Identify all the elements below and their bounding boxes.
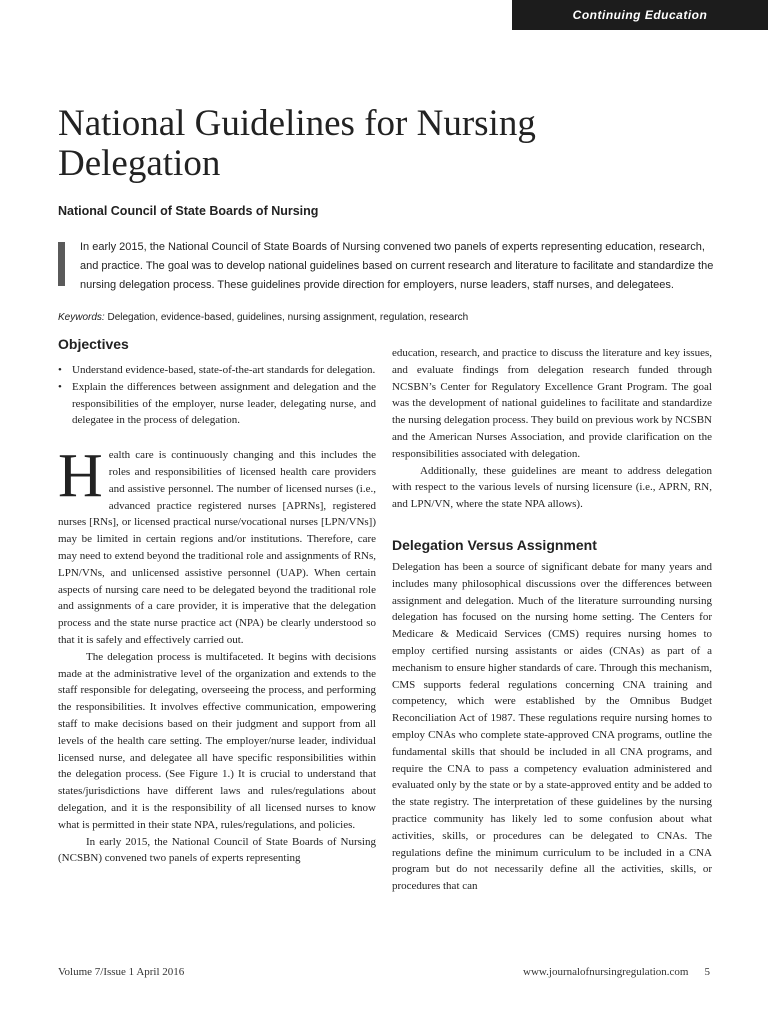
footer-url: www.journalofnursingregulation.com xyxy=(523,966,689,978)
drop-cap: H xyxy=(58,442,103,511)
right-column xyxy=(392,345,712,895)
body-paragraph: The delegation process is multifaceted. It begins with decisions made at the administrative level of the organization and extends to the staff responsible for delegating, overseeing the process, and performing the responsibilities. It involves effective communication, empowering staff to make decisions based on their judgment and support from all levels of the health care setting. The employer/nurse leader, individual licensed nurse, and delegatee all have specific responsibilities within the delegation process. (See Figure 1.) It is crucial to understand that states/jurisdictions have different laws and rules/regulations about delegation, and it is the responsibility of all licensed nurses to know what is permitted in their state NPA, rules/regulations, and policies. xyxy=(58,650,376,831)
keywords-text: Delegation, evidence-based, guidelines, nursing assignment, regulation, research xyxy=(107,312,469,323)
objectives-list xyxy=(58,362,376,429)
objectives-heading: Objectives xyxy=(58,336,129,352)
section-label: Continuing Education xyxy=(572,8,708,22)
footer-right xyxy=(523,966,710,978)
keywords-line xyxy=(58,312,718,323)
article-title: National Guidelines for Nursing Delegation xyxy=(58,103,536,184)
page-number: 5 xyxy=(704,966,710,978)
article-abstract: In early 2015, the National Council of State Boards of Nursing convened two panels of experts representing education, research, and practice. The goal was to develop national guidelines based on current research and literature to facilitate and standardize the nursing delegation process. These guidelines provide direction for employers, nurse leaders, staff nurses, and delegatees. xyxy=(80,241,714,291)
body-paragraph: Delegation has been a source of significant debate for many years and includes many philosophical discussions over the differences between assignment and delegation. Much of the literature surrounding nursing delegation has focused on the nursing home setting. The Centers for Medicare & Medicaid Services (CMS) requires nursing homes to employ certified nursing assistants or aides (CNAs) as part of a mechanism to ensure higher standards of care. Through this mechanism, CMS supports federal regulations concerning CNA training and competency, which were established by the Omnibus Budget Reconciliation Act of 1987. These regulations require nursing homes to employ CNAs who complete state-approved CNA programs, outline the fundamental skills that should be included in all CNA programs, and require the CNA to pass a competency evaluation administered and evaluated only by the state or by a state-approved entity and be added to the state registry. The interpretation of these guidelines by the nursing practice community has likely led to some confusion about what activities, skills, or procedures can be delegated to CNAs. The regulations define the minimum curriculum to be included in a CNA program but do not necessarily define all the activities, skills, or procedures that can xyxy=(392,560,712,893)
body-paragraph: Additionally, these guidelines are meant to address delegation with respect to the various levels of nursing licensure (i.e., APRN, RN, and LPN/VN, where the state NPA allows). xyxy=(392,464,712,511)
body-paragraph: education, research, and practice to discuss the literature and key issues, and evaluate findings from delegation research funded through NCSBN’s Center for Regulatory Excellence Grant Program. The goal was the development of national guidelines to facilitate and standardize the nursing delegation process. They build on previous work by NCSBN and the American Nurses Association, and provide clarification on the responsibilities associated with delegation. xyxy=(392,347,712,460)
objective-item: • Explain the differences between assignment and delegation and the responsibilities of the employer, nurse leader, delegating nurse, and delegatee in the process of delegation. xyxy=(58,379,376,429)
body-paragraph: In early 2015, the National Council of State Boards of Nursing (NCSBN) convened two panels of experts representing xyxy=(58,835,376,865)
body-paragraph-text: ealth care is continuously changing and this includes the roles and responsibilities of licensed health care providers and assistive personnel. The number of licensed nurses (i.e., advanced practice registered nurses [APRNs], registered nurses [RNs], or licensed practical nurse/vocational nurses [LPN/VNs]) may be limited in certain regions and/or institutions. Therefore, care may need to extend beyond the traditional role and assignments of RNs, LPN/VNs, and unlicensed assistive personnel (UAP). When certain aspects of nursing care need to be delegated beyond the traditional role and assignments of a care provider, it is imperative that the delegation process and the state nurse practice act (NPA) be clearly understood so that it is safely and effectively carried out. xyxy=(58,449,376,646)
left-column xyxy=(58,336,376,867)
body-paragraph xyxy=(58,442,376,649)
keywords-label: Keywords: xyxy=(58,312,105,323)
footer-issue: Volume 7/Issue 1 April 2016 xyxy=(58,966,185,978)
objective-item: • Understand evidence-based, state-of-the-art standards for delegation. xyxy=(58,362,376,379)
section-heading: Delegation Versus Assignment xyxy=(392,536,597,553)
abstract-accent-bar xyxy=(58,242,65,286)
article-byline: National Council of State Boards of Nursing xyxy=(58,204,319,218)
section-banner xyxy=(512,0,768,30)
